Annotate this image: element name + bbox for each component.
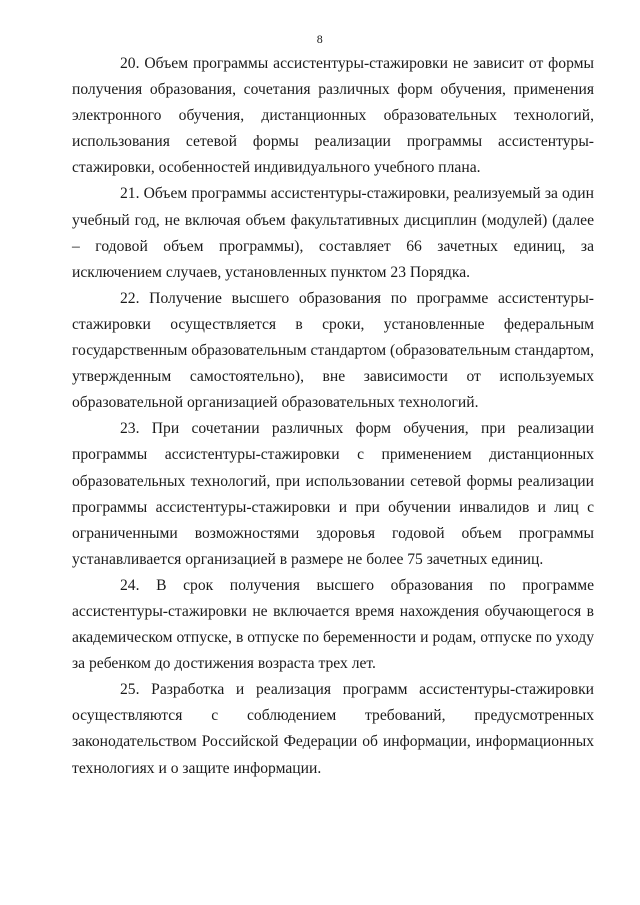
page-number: 8 <box>316 32 324 46</box>
paragraph-21: 21. Объем программы ассистентуры-стажировки, реализуемый за один учебный год, не включая объем факультативных дисциплин (модулей) (далее – годовой объем программы), составляет 66 зачетных единиц, за исключением случаев, установленных пунктом 23 Порядка. <box>72 185 594 281</box>
paragraph-20: 20. Объем программы ассистентуры-стажировки не зависит от формы получения образования, сочетания различных форм обучения, применения электронного обучения, дистанционных образовательных технологий, использования сетевой формы реализации программы ассистентуры-стажировки, особенностей индивидуального учебного плана. <box>72 55 594 177</box>
paragraph-22: 22. Получение высшего образования по программе ассистентуры-стажировки осуществляется в сроки, установленные федеральным государственным образовательным стандартом (образовательным стандартом, утвержденным самостоятельно), вне зависимости от используемых образовательной организацией образовательных технологий. <box>72 289 594 412</box>
paragraph-23: 23. При сочетании различных форм обучения, при реализации программы ассистентуры-стажировки с применением дистанционных образовательных технологий, при использовании сетевой формы реализации программы ассистентуры-стажировки и при обучении инвалидов и лиц с ограниченными возможностями здоровья годовой объем программы устанавливается организацией в размере не более 75 зачетных единиц. <box>72 420 594 568</box>
paragraph-25: 25. Разработка и реализация программ ассистентуры-стажировки осуществляются с соблюдением требований, предусмотренных законодательством Российской Федерации об информации, информационных технологиях и о защите информации. <box>72 681 594 777</box>
document-body <box>72 51 594 782</box>
paragraph-24: 24. В срок получения высшего образования по программе ассистентуры-стажировки не включается время нахождения обучающегося в академическом отпуске, в отпуске по беременности и родам, отпуске по уходу за ребенком до достижения возраста трех лет. <box>72 576 594 673</box>
